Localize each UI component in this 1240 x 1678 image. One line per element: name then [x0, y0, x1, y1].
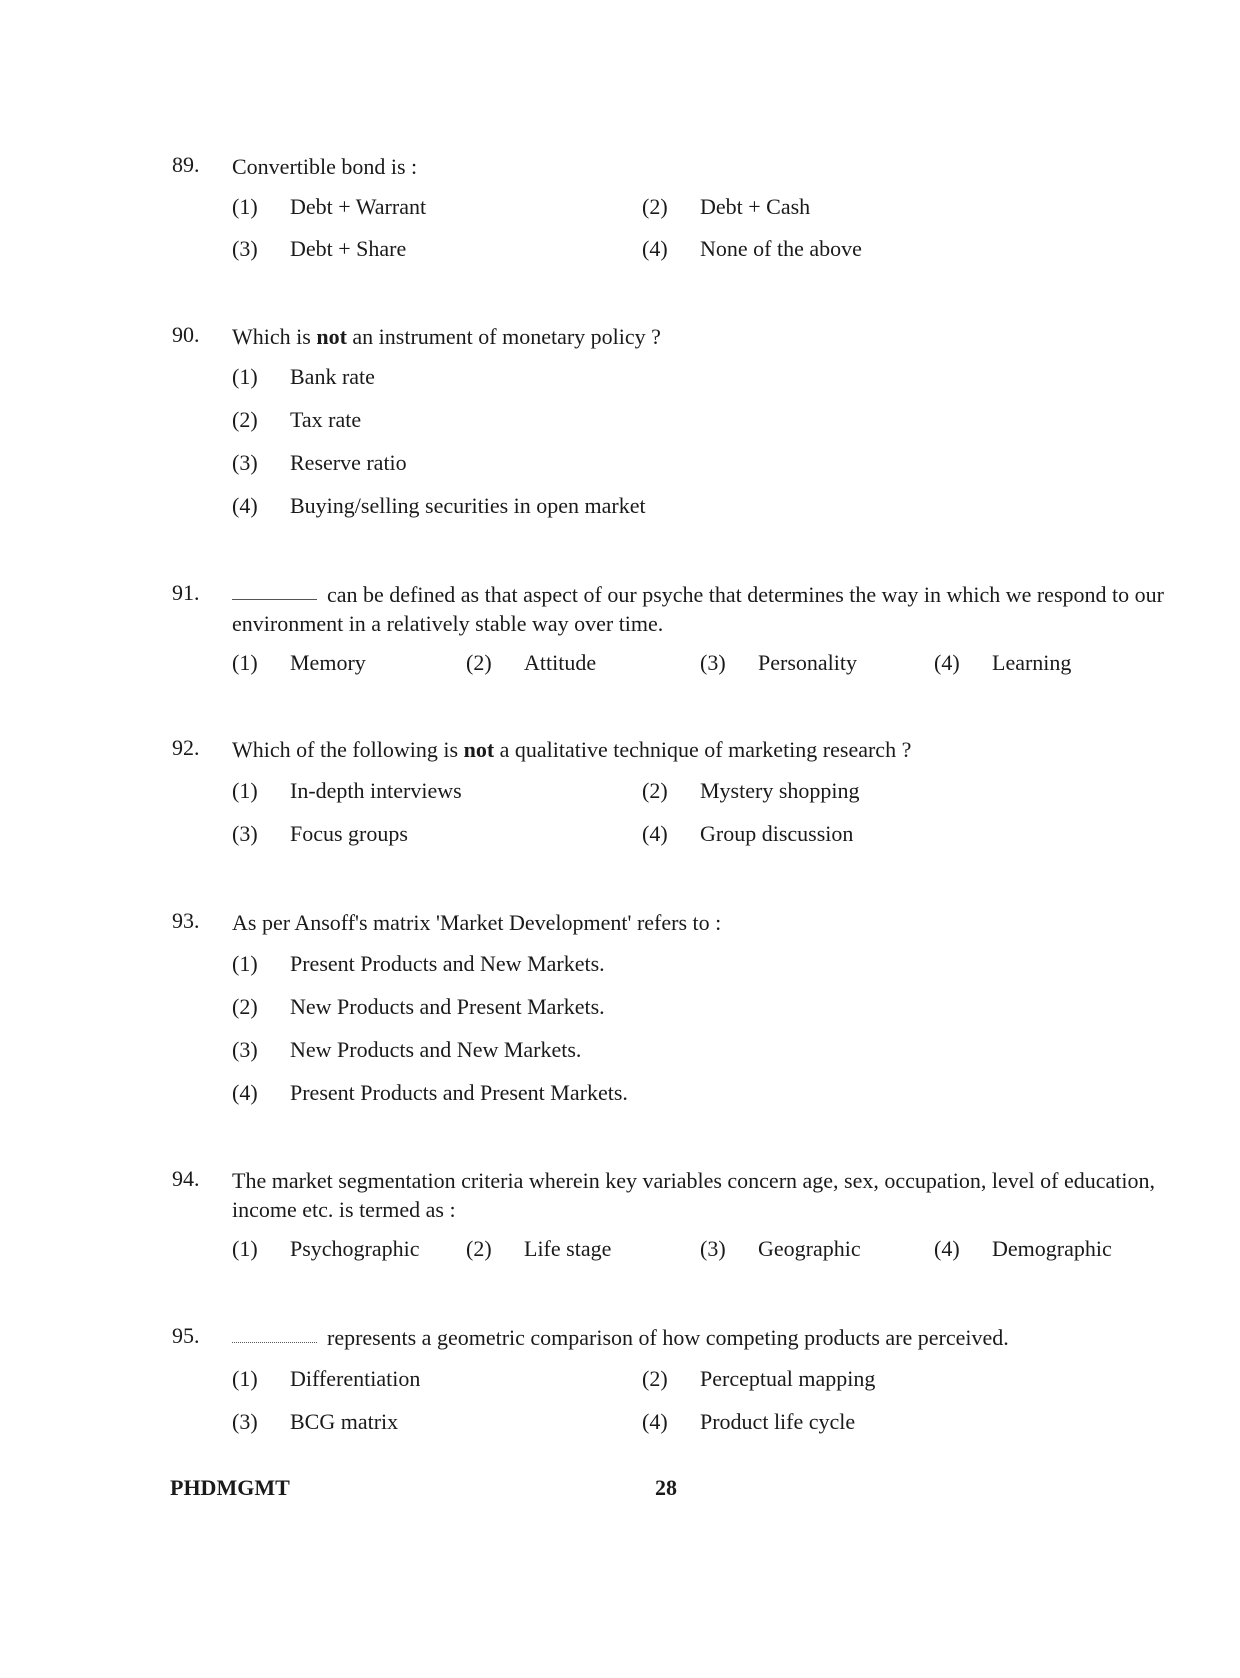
option-text: Buying/selling securities in open market — [290, 493, 646, 518]
option-number: (3) — [700, 650, 726, 675]
option-number: (2) — [642, 1366, 668, 1391]
option-1 — [232, 1366, 420, 1392]
option-text: Product life cycle — [700, 1409, 856, 1434]
question-number: 95. — [172, 1323, 200, 1348]
option-text: Debt + Cash — [700, 194, 811, 219]
option-3 — [232, 1409, 398, 1435]
question-text: Convertible bond is : — [232, 154, 418, 179]
option-text: Group discussion — [700, 821, 854, 846]
option-text: New Products and Present Markets. — [290, 994, 605, 1019]
option-1 — [232, 650, 366, 676]
question-number: 94. — [172, 1166, 200, 1191]
option-number: (1) — [232, 778, 258, 803]
option-text: Tax rate — [290, 407, 362, 432]
option-text: Mystery shopping — [700, 778, 860, 803]
emphasis-not: not — [463, 737, 495, 762]
option-text: None of the above — [700, 236, 862, 261]
option-1 — [232, 778, 462, 804]
option-number: (4) — [642, 821, 668, 846]
option-text: Debt + Warrant — [290, 194, 427, 219]
option-number: (4) — [642, 1409, 668, 1434]
question-text-part: a qualitative technique of marketing research ? — [494, 737, 912, 762]
option-number: (2) — [642, 194, 668, 219]
option-2 — [232, 994, 605, 1020]
fill-in-blank — [232, 599, 317, 600]
question-number: 89. — [172, 152, 200, 177]
option-3 — [700, 650, 857, 676]
option-text: In-depth interviews — [290, 778, 462, 803]
option-4 — [934, 650, 1071, 676]
option-text: Demographic — [992, 1236, 1112, 1261]
option-2 — [232, 407, 361, 433]
option-text: Present Products and New Markets. — [290, 951, 605, 976]
option-text: Attitude — [524, 650, 597, 675]
option-text: Geographic — [758, 1236, 861, 1261]
option-text: Memory — [290, 650, 366, 675]
question-number: 92. — [172, 735, 200, 760]
option-text: BCG matrix — [290, 1409, 399, 1434]
question-text — [232, 322, 1172, 351]
option-1 — [232, 951, 605, 977]
option-2 — [466, 650, 596, 676]
option-number: (3) — [232, 1409, 258, 1434]
page-number: 28 — [655, 1475, 677, 1500]
option-text: Bank rate — [290, 364, 375, 389]
option-number: (2) — [466, 1236, 492, 1261]
option-number: (3) — [232, 450, 258, 475]
option-number: (1) — [232, 1236, 258, 1261]
option-text: Perceptual mapping — [700, 1366, 876, 1391]
option-4 — [642, 236, 862, 262]
option-4 — [934, 1236, 1112, 1262]
option-text: Debt + Share — [290, 236, 407, 261]
question-text — [232, 735, 1172, 764]
question-text: As per Ansoff's matrix 'Market Development' refers to : — [232, 910, 722, 935]
option-1 — [232, 364, 375, 390]
option-number: (3) — [700, 1236, 726, 1261]
option-text: Differentiation — [290, 1366, 421, 1391]
option-text: Life stage — [524, 1236, 612, 1261]
option-number: (4) — [232, 493, 258, 518]
footer-code: PHDMGMT — [170, 1475, 290, 1500]
option-2 — [466, 1236, 611, 1262]
option-3 — [232, 821, 408, 847]
option-1 — [232, 1236, 420, 1262]
option-number: (3) — [232, 1037, 258, 1062]
option-3 — [232, 1037, 581, 1063]
question-text-part: Which is — [232, 324, 317, 349]
option-3 — [232, 236, 406, 262]
emphasis-not: not — [316, 324, 347, 349]
option-text: New Products and New Markets. — [290, 1037, 582, 1062]
question-text — [232, 1323, 1172, 1352]
question-number: 91. — [172, 580, 200, 605]
option-2 — [642, 1366, 875, 1392]
option-number: (2) — [232, 407, 258, 432]
option-2 — [642, 194, 810, 220]
option-number: (1) — [232, 1366, 258, 1391]
option-number: (2) — [466, 650, 492, 675]
option-4 — [232, 493, 646, 519]
question-text: The market segmentation criteria wherein key variables concern age, sex, occupation, level of education, income etc. is termed as : — [232, 1168, 1155, 1222]
option-number: (1) — [232, 364, 258, 389]
question-text-part: Which of the following is — [232, 737, 464, 762]
question-text-part: can be defined as that aspect of our psyche that determines the way in which we respond to our environment in a relatively stable way over time. — [232, 582, 1164, 636]
option-number: (3) — [232, 821, 258, 846]
option-text: Focus groups — [290, 821, 408, 846]
option-3 — [700, 1236, 861, 1262]
option-number: (4) — [642, 236, 668, 261]
option-text: Present Products and Present Markets. — [290, 1080, 628, 1105]
option-1 — [232, 194, 426, 220]
option-number: (4) — [934, 650, 960, 675]
question-number: 93. — [172, 908, 200, 933]
option-4 — [232, 1080, 628, 1106]
option-4 — [642, 821, 853, 847]
option-text: Personality — [758, 650, 857, 675]
option-number: (3) — [232, 236, 258, 261]
fill-in-blank — [232, 1342, 317, 1343]
option-2 — [642, 778, 860, 804]
option-number: (1) — [232, 194, 258, 219]
option-number: (4) — [232, 1080, 258, 1105]
option-3 — [232, 450, 407, 476]
option-number: (1) — [232, 951, 258, 976]
option-text: Learning — [992, 650, 1072, 675]
option-number: (2) — [232, 994, 258, 1019]
question-number: 90. — [172, 322, 200, 347]
option-number: (2) — [642, 778, 668, 803]
question-text — [232, 580, 1172, 638]
option-text: Reserve ratio — [290, 450, 407, 475]
question-text-part: an instrument of monetary policy ? — [346, 324, 661, 349]
option-number: (1) — [232, 650, 258, 675]
option-4 — [642, 1409, 855, 1435]
option-text: Psychographic — [290, 1236, 420, 1261]
question-text-part: represents a geometric comparison of how competing products are perceived. — [327, 1325, 1009, 1350]
option-number: (4) — [934, 1236, 960, 1261]
